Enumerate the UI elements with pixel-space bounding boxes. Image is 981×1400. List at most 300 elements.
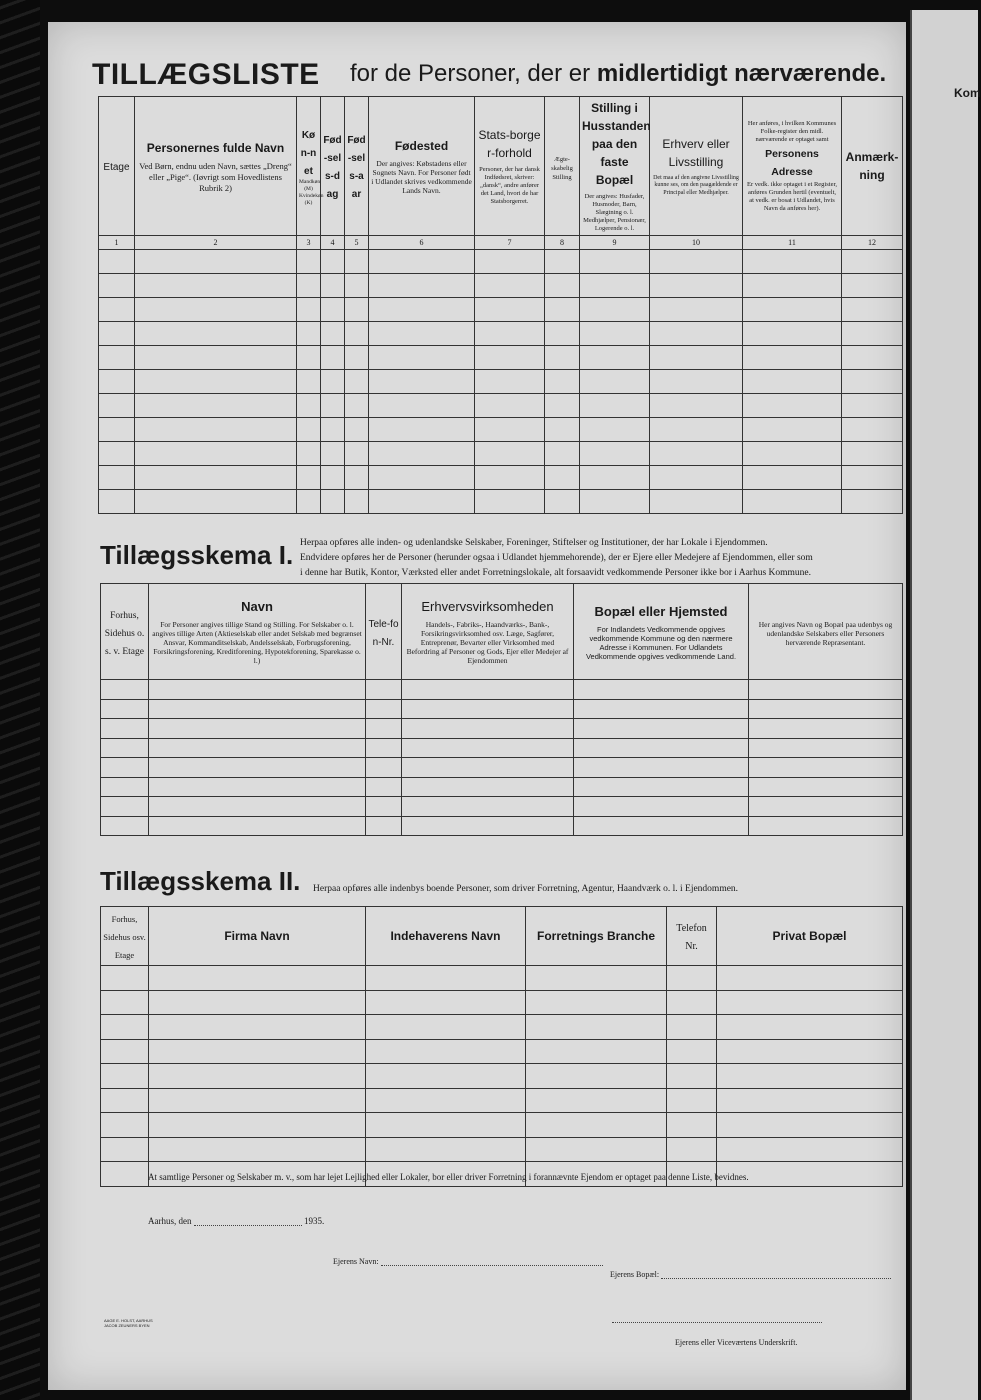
- table-cell[interactable]: [842, 466, 903, 490]
- table-cell[interactable]: [743, 322, 842, 346]
- table-cell[interactable]: [366, 738, 402, 758]
- date-line: [148, 1215, 324, 1226]
- table-cell[interactable]: [667, 1015, 717, 1040]
- table-cell[interactable]: [475, 490, 545, 514]
- table-cell[interactable]: [526, 1113, 667, 1138]
- skema2-title: Tillægsskema II.: [100, 866, 301, 896]
- table-cell[interactable]: [297, 466, 321, 490]
- table-cell[interactable]: [580, 370, 650, 394]
- table-cell[interactable]: [749, 816, 903, 836]
- table-cell[interactable]: [135, 298, 297, 322]
- table-row: [101, 797, 903, 817]
- table-cell[interactable]: [475, 370, 545, 394]
- owner-address-fill[interactable]: [661, 1268, 891, 1279]
- col-navn: Personernes fulde Navn Ved Børn, endnu uden Navn, sættes „Dreng“ eller „Pige“. (Iøvrigt som Hovedlistens Rubrik 2): [135, 97, 297, 236]
- skema1-title: Tillægsskema I.: [100, 540, 294, 570]
- table-cell[interactable]: [475, 394, 545, 418]
- col-fodselsdag: Fød-sels-dag: [321, 97, 345, 236]
- table-cell[interactable]: [545, 298, 580, 322]
- form-title: TILLÆGSLISTE: [92, 58, 320, 91]
- table-cell[interactable]: [743, 274, 842, 298]
- table-cell[interactable]: [149, 1113, 366, 1138]
- skema2-col-firma: Firma Navn: [149, 907, 366, 966]
- table-cell[interactable]: [297, 418, 321, 442]
- skema1-col-erhverv: Erhvervsvirksomheden Handels-, Fabriks-, Haandværks-, Bank-, Forsikringsvirksomhed osv. Læge, Sagfører, Entreprenør, Bevarter eller Virksomhed med Befordring af Personer og Gods, Ejer eller Medejer af Ejendommen: [402, 584, 574, 680]
- table-row: [101, 816, 903, 836]
- table-cell[interactable]: [743, 250, 842, 274]
- table-cell[interactable]: [580, 442, 650, 466]
- table-cell[interactable]: [101, 719, 149, 739]
- table-cell[interactable]: [580, 298, 650, 322]
- table-cell[interactable]: [149, 816, 366, 836]
- col-etage: Etage: [99, 97, 135, 236]
- table-cell[interactable]: [650, 466, 743, 490]
- table-cell[interactable]: [99, 394, 135, 418]
- table-cell[interactable]: [149, 990, 366, 1015]
- date-fill-line[interactable]: [194, 1215, 302, 1226]
- table-cell[interactable]: [667, 1064, 717, 1089]
- table-cell[interactable]: [402, 719, 574, 739]
- table-cell[interactable]: [369, 298, 475, 322]
- table-cell[interactable]: [366, 1039, 526, 1064]
- table-cell[interactable]: [650, 250, 743, 274]
- table-cell[interactable]: [574, 797, 749, 817]
- table-cell[interactable]: [135, 370, 297, 394]
- table-cell[interactable]: [402, 758, 574, 778]
- table-cell[interactable]: [345, 394, 369, 418]
- table-cell[interactable]: [749, 777, 903, 797]
- table-cell[interactable]: [321, 370, 345, 394]
- table-cell[interactable]: [545, 418, 580, 442]
- table-cell[interactable]: [842, 274, 903, 298]
- table-cell[interactable]: [366, 758, 402, 778]
- table-row: [101, 777, 903, 797]
- table-cell[interactable]: [402, 699, 574, 719]
- col-erhverv: Erhverv eller Livsstilling Det maa af den angivne Livsstilling kunne ses, om den paagældende er Principal eller Medhjælper.: [650, 97, 743, 236]
- owner-address-label: Ejerens Bopæl:: [610, 1270, 660, 1279]
- table-cell[interactable]: [149, 680, 366, 700]
- table-cell[interactable]: [667, 1039, 717, 1064]
- table-cell[interactable]: [743, 346, 842, 370]
- table-cell[interactable]: [369, 418, 475, 442]
- table-cell[interactable]: [574, 816, 749, 836]
- skema2-instructions: Herpaa opføres alle indenbys boende Personer, som driver Forretning, Agentur, Haandværk o. l. i Ejendommen.: [313, 884, 739, 894]
- table-cell[interactable]: [667, 990, 717, 1015]
- table-cell[interactable]: [667, 1088, 717, 1113]
- owner-name-line: [333, 1255, 603, 1266]
- table-cell[interactable]: [545, 250, 580, 274]
- table-cell[interactable]: [574, 719, 749, 739]
- table-cell[interactable]: [475, 274, 545, 298]
- skema1-col-telefon: Tele-fon-Nr.: [366, 584, 402, 680]
- table-cell[interactable]: [667, 1137, 717, 1162]
- table-cell[interactable]: [297, 490, 321, 514]
- table-cell[interactable]: [101, 990, 149, 1015]
- table-row: [101, 738, 903, 758]
- table-cell[interactable]: [101, 699, 149, 719]
- table-cell[interactable]: [369, 322, 475, 346]
- table-cell[interactable]: [345, 322, 369, 346]
- skema1-body: [101, 680, 903, 836]
- table-cell[interactable]: [369, 274, 475, 298]
- table-row: [101, 1015, 903, 1040]
- table-cell[interactable]: [101, 816, 149, 836]
- skema1-instructions: [300, 536, 906, 581]
- table-row: [99, 274, 903, 298]
- table-cell[interactable]: [580, 346, 650, 370]
- table-cell[interactable]: [743, 490, 842, 514]
- table-cell[interactable]: [580, 394, 650, 418]
- table-cell[interactable]: [402, 816, 574, 836]
- table-row: [99, 490, 903, 514]
- table-cell[interactable]: [475, 322, 545, 346]
- table-cell[interactable]: [369, 490, 475, 514]
- table-cell[interactable]: [717, 1088, 903, 1113]
- owner-address-line: [610, 1268, 891, 1279]
- table-cell[interactable]: [297, 322, 321, 346]
- table-cell[interactable]: [101, 1088, 149, 1113]
- skema2-header-row: [101, 907, 903, 966]
- table-cell[interactable]: [574, 738, 749, 758]
- table-cell[interactable]: [369, 346, 475, 370]
- table-cell[interactable]: [297, 370, 321, 394]
- table-cell[interactable]: [580, 418, 650, 442]
- table-cell[interactable]: [574, 758, 749, 778]
- table-cell[interactable]: [366, 680, 402, 700]
- table-cell[interactable]: [369, 250, 475, 274]
- table-cell[interactable]: [99, 466, 135, 490]
- table-cell[interactable]: [526, 1064, 667, 1089]
- table-cell[interactable]: [650, 442, 743, 466]
- table-cell[interactable]: [369, 442, 475, 466]
- col-fodested: Fødested Der angives: Købstadens eller Sognets Navn. For Personer født i Udlandet skrives vedkommende Lands Navn.: [369, 97, 475, 236]
- table-cell[interactable]: [99, 418, 135, 442]
- table-cell[interactable]: [149, 777, 366, 797]
- table-cell[interactable]: [366, 1113, 526, 1138]
- skema2-col-indehaver: Indehaverens Navn: [366, 907, 526, 966]
- col-aegteskab: Ægte-skabelig Stilling: [545, 97, 580, 236]
- table-cell[interactable]: [650, 298, 743, 322]
- table-cell[interactable]: [667, 1113, 717, 1138]
- table-cell[interactable]: [545, 274, 580, 298]
- table-cell[interactable]: [369, 394, 475, 418]
- table-cell[interactable]: [149, 797, 366, 817]
- table-cell[interactable]: [149, 966, 366, 991]
- table-cell[interactable]: [402, 797, 574, 817]
- printer-mark: AAGE E. HOLST, AARHUS JACOB ZEUNERS BYEN: [104, 1318, 153, 1328]
- table-cell[interactable]: [580, 322, 650, 346]
- table-row: [101, 758, 903, 778]
- table-cell[interactable]: [545, 322, 580, 346]
- table-cell[interactable]: [545, 370, 580, 394]
- table-cell[interactable]: [717, 1064, 903, 1089]
- table-cell[interactable]: [749, 699, 903, 719]
- table-cell[interactable]: [650, 394, 743, 418]
- skema2-col-telefon: Telefon Nr.: [667, 907, 717, 966]
- table-cell[interactable]: [366, 777, 402, 797]
- table-cell[interactable]: [101, 1064, 149, 1089]
- tillaegsliste-table: [98, 96, 903, 514]
- table-cell[interactable]: [842, 250, 903, 274]
- table-row: [101, 1064, 903, 1089]
- table-cell[interactable]: [321, 466, 345, 490]
- table-cell[interactable]: [526, 990, 667, 1015]
- table-cell[interactable]: [101, 1137, 149, 1162]
- table-cell[interactable]: [321, 442, 345, 466]
- table-cell[interactable]: [99, 250, 135, 274]
- table-cell[interactable]: [650, 322, 743, 346]
- skema2-table: [100, 906, 903, 1187]
- table-cell[interactable]: [717, 990, 903, 1015]
- table-cell[interactable]: [366, 1015, 526, 1040]
- table-cell[interactable]: [526, 1039, 667, 1064]
- facing-page: [910, 10, 981, 1400]
- table-row: [101, 1039, 903, 1064]
- table-cell[interactable]: [101, 966, 149, 991]
- table-cell[interactable]: [149, 1088, 366, 1113]
- skema1-note-line1: Herpaa opføres alle inden- og udenlandske Selskaber, Foreninger, Stiftelser og Institutioner, der har Lokale i Ejendommen.: [300, 538, 768, 548]
- table-cell[interactable]: [101, 680, 149, 700]
- table-cell[interactable]: [650, 418, 743, 442]
- table-row: [99, 298, 903, 322]
- table-cell[interactable]: [297, 250, 321, 274]
- table-cell[interactable]: [402, 777, 574, 797]
- table-cell[interactable]: [366, 990, 526, 1015]
- table-row: [101, 680, 903, 700]
- table-cell[interactable]: [545, 442, 580, 466]
- book-binding: [0, 0, 40, 1400]
- table-cell[interactable]: [574, 699, 749, 719]
- table-cell[interactable]: [345, 418, 369, 442]
- owner-name-fill[interactable]: [381, 1255, 603, 1266]
- table-cell[interactable]: [321, 250, 345, 274]
- table-cell[interactable]: [475, 346, 545, 370]
- table-cell[interactable]: [743, 442, 842, 466]
- table-cell[interactable]: [842, 490, 903, 514]
- table-cell[interactable]: [545, 490, 580, 514]
- table-cell[interactable]: [366, 797, 402, 817]
- table-cell[interactable]: [135, 490, 297, 514]
- table-cell[interactable]: [369, 370, 475, 394]
- table-cell[interactable]: [99, 442, 135, 466]
- table-cell[interactable]: [99, 274, 135, 298]
- table-cell[interactable]: [545, 466, 580, 490]
- table-cell[interactable]: [101, 1039, 149, 1064]
- table-cell[interactable]: [345, 346, 369, 370]
- signature-label: Ejerens eller Viceværtens Underskrift.: [675, 1338, 798, 1347]
- table-cell[interactable]: [321, 298, 345, 322]
- table-row: [101, 966, 903, 991]
- table-cell[interactable]: [321, 322, 345, 346]
- table-cell[interactable]: [402, 680, 574, 700]
- table-cell[interactable]: [149, 1064, 366, 1089]
- table-cell[interactable]: [345, 490, 369, 514]
- table-cell[interactable]: [574, 777, 749, 797]
- table-cell[interactable]: [475, 418, 545, 442]
- table-cell[interactable]: [842, 346, 903, 370]
- table-cell[interactable]: [101, 758, 149, 778]
- skema2-body: [101, 966, 903, 1187]
- table-cell[interactable]: [749, 738, 903, 758]
- table-cell[interactable]: [842, 418, 903, 442]
- table-cell[interactable]: [842, 394, 903, 418]
- table-cell[interactable]: [135, 274, 297, 298]
- table-cell[interactable]: [149, 1039, 366, 1064]
- table-row: [101, 699, 903, 719]
- table-cell[interactable]: [321, 490, 345, 514]
- table-cell[interactable]: [99, 322, 135, 346]
- table-cell[interactable]: [717, 1137, 903, 1162]
- form-subtitle: [350, 60, 886, 88]
- date-year: 1935.: [304, 1216, 325, 1226]
- table-cell[interactable]: [297, 274, 321, 298]
- table-cell[interactable]: [842, 442, 903, 466]
- table-cell[interactable]: [526, 1088, 667, 1113]
- skema2-col-privat-bopael: Privat Bopæl: [717, 907, 903, 966]
- table-row: [99, 370, 903, 394]
- table-cell[interactable]: [101, 1113, 149, 1138]
- skema1-note-line3: i denne har Butik, Kontor, Værksted eller andet Forretningslokale, alt forsaavidt vedkommende Personer ikke bor i Aarhus Kommune.: [300, 568, 812, 578]
- table-row: [99, 418, 903, 442]
- table-cell[interactable]: [297, 346, 321, 370]
- table-cell[interactable]: [101, 738, 149, 758]
- table-cell[interactable]: [149, 758, 366, 778]
- table-cell[interactable]: [749, 797, 903, 817]
- table-cell[interactable]: [366, 699, 402, 719]
- form-subtitle-bold: midlertidigt nærværende.: [596, 60, 887, 87]
- skema1-col-repraesentant: Her angives Navn og Bopæl paa udenbys og udenlandske Selskabers eller Personers herværende Repræsentant.: [749, 584, 903, 680]
- table-cell[interactable]: [135, 418, 297, 442]
- table-cell[interactable]: [321, 274, 345, 298]
- table-cell[interactable]: [297, 298, 321, 322]
- table-cell[interactable]: [101, 777, 149, 797]
- owner-name-label: Ejerens Navn:: [333, 1257, 379, 1266]
- table-cell[interactable]: [580, 250, 650, 274]
- table-cell[interactable]: [526, 966, 667, 991]
- signature-fill[interactable]: [612, 1322, 822, 1323]
- table-cell[interactable]: [749, 719, 903, 739]
- table-cell[interactable]: [149, 719, 366, 739]
- skema2-col-etage: Forhus, Sidehus osv. Etage: [101, 907, 149, 966]
- table-cell[interactable]: [366, 1064, 526, 1089]
- table-cell[interactable]: [749, 758, 903, 778]
- table-cell[interactable]: [297, 442, 321, 466]
- table-row: [99, 322, 903, 346]
- table-cell[interactable]: [345, 298, 369, 322]
- table-cell[interactable]: [545, 394, 580, 418]
- table-cell[interactable]: [369, 466, 475, 490]
- table-cell[interactable]: [366, 966, 526, 991]
- table-cell[interactable]: [345, 370, 369, 394]
- table-cell[interactable]: [366, 719, 402, 739]
- table-cell[interactable]: [101, 797, 149, 817]
- table-cell[interactable]: [717, 1113, 903, 1138]
- col-kon: Køn-net Mandkøn (M) Kvindekøn (K): [297, 97, 321, 236]
- table-cell[interactable]: [580, 490, 650, 514]
- table-cell[interactable]: [345, 274, 369, 298]
- table-cell[interactable]: [149, 699, 366, 719]
- table-cell[interactable]: [526, 1015, 667, 1040]
- table-cell[interactable]: [717, 966, 903, 991]
- table-cell[interactable]: [149, 1015, 366, 1040]
- table-cell[interactable]: [743, 418, 842, 442]
- table-cell[interactable]: [545, 346, 580, 370]
- table-cell[interactable]: [650, 274, 743, 298]
- table-cell[interactable]: [99, 370, 135, 394]
- table-cell[interactable]: [842, 322, 903, 346]
- table-cell[interactable]: [743, 370, 842, 394]
- table-cell[interactable]: [345, 466, 369, 490]
- table-cell[interactable]: [749, 680, 903, 700]
- table-cell[interactable]: [574, 680, 749, 700]
- table-cell[interactable]: [135, 322, 297, 346]
- table-cell[interactable]: [297, 394, 321, 418]
- table-cell[interactable]: [99, 346, 135, 370]
- table-cell[interactable]: [135, 394, 297, 418]
- table-cell[interactable]: [101, 1162, 149, 1187]
- table-cell[interactable]: [321, 346, 345, 370]
- table-cell[interactable]: [580, 274, 650, 298]
- table-cell[interactable]: [475, 466, 545, 490]
- table-cell[interactable]: [526, 1137, 667, 1162]
- table-cell[interactable]: [667, 966, 717, 991]
- table-cell[interactable]: [366, 1088, 526, 1113]
- table-cell[interactable]: [366, 816, 402, 836]
- table-cell[interactable]: [366, 1137, 526, 1162]
- table-cell[interactable]: [135, 466, 297, 490]
- table-row: [99, 394, 903, 418]
- table-cell[interactable]: [842, 370, 903, 394]
- table-row: [99, 466, 903, 490]
- table-cell[interactable]: [743, 298, 842, 322]
- table-cell[interactable]: [650, 490, 743, 514]
- skema1-table: [100, 583, 903, 836]
- table-cell[interactable]: [717, 1015, 903, 1040]
- table-cell[interactable]: [149, 738, 366, 758]
- table-cell[interactable]: [475, 298, 545, 322]
- skema1-header-row: [101, 584, 903, 680]
- table-row: [101, 719, 903, 739]
- col-fodselsaar: Fød-sels-aar: [345, 97, 369, 236]
- table-cell[interactable]: [149, 1137, 366, 1162]
- table-cell[interactable]: [135, 346, 297, 370]
- table-cell[interactable]: [475, 250, 545, 274]
- table-row: [101, 1113, 903, 1138]
- table-row: [101, 1088, 903, 1113]
- tillaegsliste-body: [99, 250, 903, 514]
- table-cell[interactable]: [99, 298, 135, 322]
- table-cell[interactable]: [135, 442, 297, 466]
- table-cell[interactable]: [650, 370, 743, 394]
- table-cell[interactable]: [580, 466, 650, 490]
- table-cell[interactable]: [321, 394, 345, 418]
- table-cell[interactable]: [345, 442, 369, 466]
- table-cell[interactable]: [842, 298, 903, 322]
- table-cell[interactable]: [99, 490, 135, 514]
- table-cell[interactable]: [402, 738, 574, 758]
- skema2-col-branche: Forretnings Branche: [526, 907, 667, 966]
- table-cell[interactable]: [345, 250, 369, 274]
- table-cell[interactable]: [321, 418, 345, 442]
- table-row: [99, 250, 903, 274]
- table-cell[interactable]: [475, 442, 545, 466]
- table-cell[interactable]: [717, 1039, 903, 1064]
- table-cell[interactable]: [650, 346, 743, 370]
- table-cell[interactable]: [743, 394, 842, 418]
- table-cell[interactable]: [743, 466, 842, 490]
- table-cell[interactable]: [135, 250, 297, 274]
- table-cell[interactable]: [101, 1015, 149, 1040]
